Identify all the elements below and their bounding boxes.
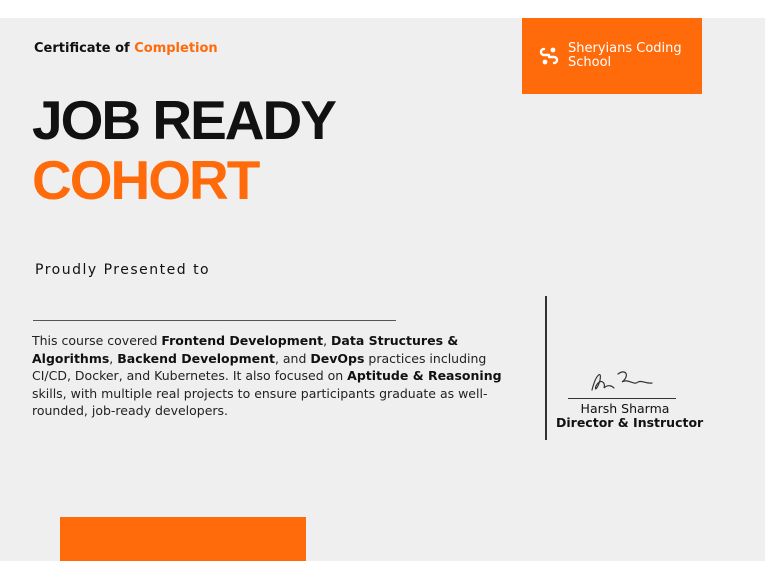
signer-role: Director & Instructor	[556, 415, 704, 430]
certificate-label	[34, 41, 218, 56]
description-text: skills, with multiple real projects to ensure participants graduate as well-rounded, job-ready developers.	[32, 385, 488, 418]
description-text: , and	[274, 350, 311, 366]
description-highlight: Data Structures & Algorithms	[32, 333, 459, 366]
vertical-divider	[545, 296, 547, 440]
recipient-name-line	[33, 320, 396, 321]
description-text: ,	[109, 350, 118, 366]
certificate-label-highlight: Completion	[134, 41, 218, 56]
code-bug-icon	[538, 45, 560, 67]
brand-name: Sheryians Coding School	[568, 41, 682, 70]
description-highlight: DevOps	[310, 350, 365, 366]
signature-image	[582, 366, 664, 396]
description-text: This course covered	[32, 333, 162, 348]
description-highlight: Backend Development	[117, 350, 275, 366]
description-text: practices including CI/CD, Docker, and Kubernetes. It also focused on	[32, 350, 487, 383]
course-description	[32, 332, 527, 420]
bottom-accent-bar	[60, 517, 306, 561]
certificate-label-prefix: Certificate of	[34, 41, 130, 56]
signature-line	[568, 398, 676, 399]
brand-logo-box	[522, 18, 702, 94]
description-text: ,	[323, 333, 332, 348]
description-highlight: Frontend Development	[161, 333, 324, 348]
signer-name: Harsh Sharma	[580, 401, 670, 416]
title-line-1: JOB READY	[32, 89, 335, 151]
description-highlight: Aptitude & Reasoning	[347, 368, 502, 383]
certificate	[0, 18, 765, 561]
presented-label: Proudly Presented to	[35, 262, 211, 278]
title-line-2: COHORT	[32, 149, 259, 211]
